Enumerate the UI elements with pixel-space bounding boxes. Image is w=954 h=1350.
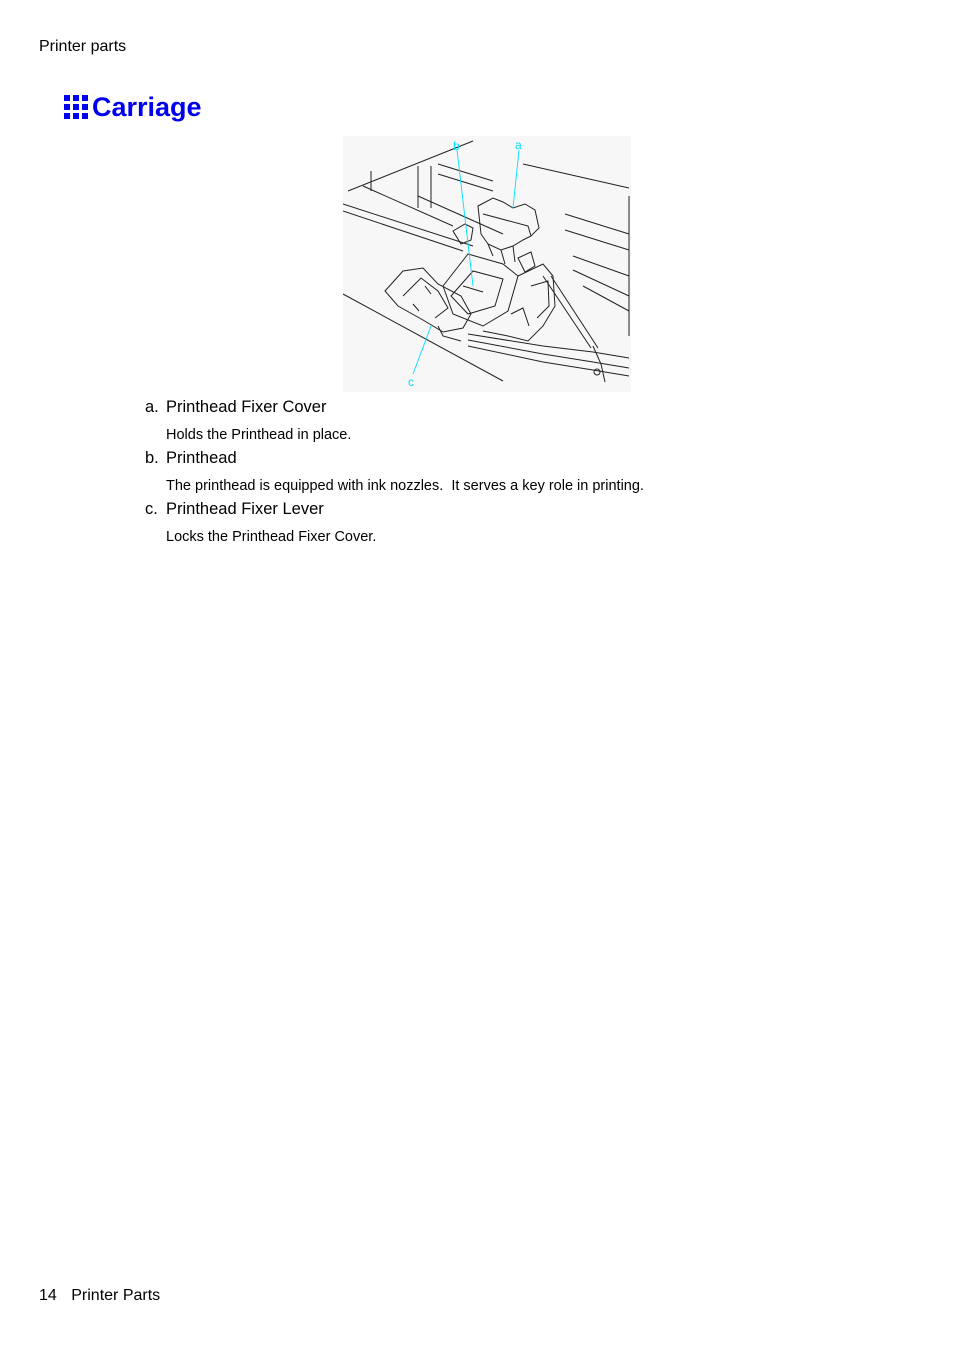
- callout-c: c: [408, 375, 414, 389]
- item-description: Holds the Printhead in place.: [166, 427, 352, 443]
- section-title: Carriage: [92, 91, 202, 122]
- footer-section: Printer Parts: [71, 1287, 161, 1304]
- item-title: [145, 397, 845, 418]
- list-item: [145, 499, 845, 546]
- section-heading: [64, 88, 202, 126]
- item-letter: b.: [145, 449, 159, 467]
- parts-list: [145, 397, 845, 550]
- list-item: [145, 397, 845, 444]
- item-title: [145, 448, 845, 469]
- grid-icon: [64, 95, 88, 119]
- callout-a: a: [515, 138, 522, 152]
- item-name: Printhead Fixer Cover: [166, 398, 327, 416]
- item-name: Printhead: [166, 449, 237, 467]
- item-letter: a.: [145, 398, 159, 416]
- running-header: Printer parts: [39, 38, 127, 55]
- item-title: [145, 499, 845, 520]
- item-description: The printhead is equipped with ink nozzles. It serves a key role in printing.: [166, 478, 644, 494]
- list-item: [145, 448, 845, 495]
- page-footer: [39, 1286, 160, 1306]
- item-description: Locks the Printhead Fixer Cover.: [166, 529, 377, 545]
- item-letter: c.: [145, 500, 158, 518]
- callout-b: b: [453, 139, 460, 153]
- item-name: Printhead Fixer Lever: [166, 500, 324, 518]
- page-number: 14: [39, 1287, 57, 1304]
- carriage-illustration: [343, 136, 631, 392]
